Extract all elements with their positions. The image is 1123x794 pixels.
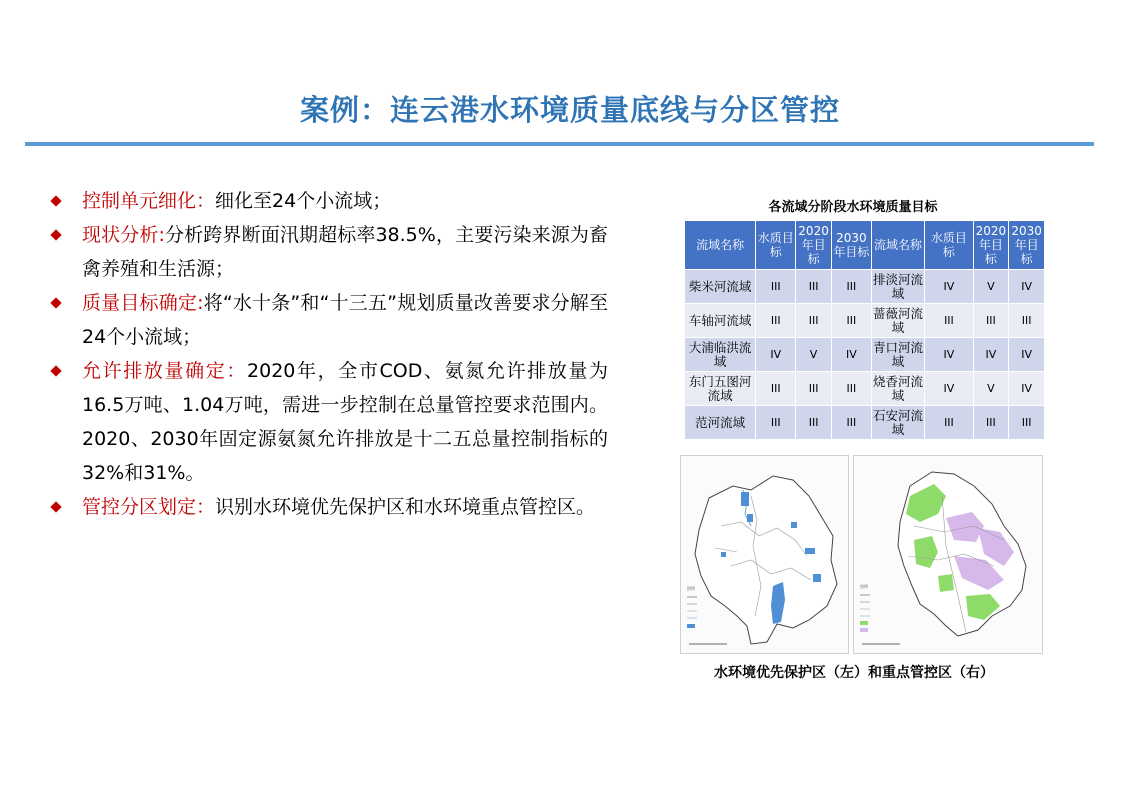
priority-zone-map-image bbox=[681, 456, 848, 653]
bullet-item-control-units bbox=[48, 184, 608, 218]
table-cell: III bbox=[756, 270, 796, 304]
city-boundary-outline bbox=[695, 476, 837, 644]
table-cell: III bbox=[1009, 304, 1045, 338]
table-cell: III bbox=[756, 406, 796, 440]
priority-zone-patch bbox=[741, 492, 749, 506]
table-row bbox=[685, 372, 1045, 406]
key-control-zone-map bbox=[853, 455, 1043, 654]
bullet-item-zoning bbox=[48, 490, 608, 524]
table-cell: 柴米河流域 bbox=[685, 270, 756, 304]
header-2020-target: 2020年目标 bbox=[973, 221, 1009, 270]
table-cell: III bbox=[831, 406, 871, 440]
bullet-label: 允许排放量确定 bbox=[82, 360, 227, 382]
table-cell: III bbox=[756, 304, 796, 338]
control-zone-green bbox=[938, 574, 954, 592]
bullet-label: 现状分析 bbox=[82, 224, 159, 246]
table-cell: III bbox=[831, 304, 871, 338]
header-2030-target: 2030年目标 bbox=[831, 221, 871, 270]
table-cell: IV bbox=[925, 270, 973, 304]
header-quality-target: 水质目标 bbox=[925, 221, 973, 270]
bullet-label: 质量目标确定 bbox=[82, 292, 198, 314]
legend-title: 图例 bbox=[687, 586, 695, 591]
table-cell: 大浦临洪流域 bbox=[685, 338, 756, 372]
table-cell: IV bbox=[973, 338, 1009, 372]
table-header-row bbox=[685, 221, 1045, 270]
map-legend bbox=[687, 585, 697, 628]
priority-zone-patch bbox=[813, 574, 821, 582]
table-cell: 排淡河流域 bbox=[871, 270, 925, 304]
map-legend bbox=[860, 583, 870, 632]
table-cell: IV bbox=[1009, 270, 1045, 304]
priority-zone-patch bbox=[747, 514, 753, 522]
diamond-bullet-icon bbox=[50, 195, 61, 206]
diamond-bullet-icon bbox=[50, 229, 61, 240]
bullet-item-allowed-emission bbox=[48, 354, 608, 490]
priority-zone-patch bbox=[721, 552, 726, 557]
map-caption: 水环境优先保护区（左）和重点管控区（右） bbox=[714, 665, 994, 681]
diamond-bullet-icon bbox=[50, 501, 61, 512]
bullet-item-quality-target bbox=[48, 286, 608, 354]
table-caption: 各流域分阶段水环境质量目标 bbox=[768, 200, 938, 215]
table-cell: III bbox=[1009, 406, 1045, 440]
table-cell: 石安河流域 bbox=[871, 406, 925, 440]
table-cell: III bbox=[831, 270, 871, 304]
table-row bbox=[685, 338, 1045, 372]
table-cell: 东门五图河流域 bbox=[685, 372, 756, 406]
water-quality-target-table bbox=[684, 220, 1045, 440]
table-cell: V bbox=[796, 338, 832, 372]
header-basin-name: 流域名称 bbox=[871, 221, 925, 270]
header-2020-target: 2020年目标 bbox=[796, 221, 832, 270]
table-cell: III bbox=[831, 372, 871, 406]
diamond-bullet-icon bbox=[50, 365, 61, 376]
bullet-text: 细化至24个小流域； bbox=[215, 190, 392, 212]
table-cell: V bbox=[973, 372, 1009, 406]
table-cell: IV bbox=[831, 338, 871, 372]
control-zone-map-image bbox=[854, 456, 1042, 653]
bullet-label: 控制单元细化 bbox=[82, 190, 197, 212]
table-cell: V bbox=[973, 270, 1009, 304]
bullet-text: 2020年，全市COD、氨氮允许排放量为16.5万吨、1.04万吨，需进一步控制在总量管控要求范围内。2020、2030年固定源氨氮允许排放是十二五总量控制指标的32%和31%。 bbox=[82, 360, 608, 484]
table-cell: IV bbox=[925, 338, 973, 372]
bullet-separator: : bbox=[197, 292, 204, 314]
bullet-text: 将“水十条”和“十三五”规划质量改善要求分解至24个小流域； bbox=[82, 292, 608, 348]
table-cell: III bbox=[796, 372, 832, 406]
table-row bbox=[685, 304, 1045, 338]
priority-zone-patch bbox=[805, 548, 815, 554]
table-cell: III bbox=[756, 372, 796, 406]
table-row bbox=[685, 270, 1045, 304]
table-cell: III bbox=[796, 270, 832, 304]
header-basin-name: 流域名称 bbox=[685, 221, 756, 270]
priority-protection-zone-map bbox=[680, 455, 849, 654]
bullet-separator: : bbox=[158, 224, 165, 246]
header-quality-target: 水质目标 bbox=[756, 221, 796, 270]
table-cell: IV bbox=[1009, 338, 1045, 372]
table-cell: III bbox=[925, 406, 973, 440]
title-divider bbox=[25, 142, 1094, 146]
bullet-separator: ： bbox=[196, 496, 216, 518]
table-cell: III bbox=[796, 406, 832, 440]
table-cell: 烧香河流域 bbox=[871, 372, 925, 406]
bullet-item-status-analysis bbox=[48, 218, 608, 286]
bullet-list bbox=[48, 184, 608, 524]
table-row bbox=[685, 406, 1045, 440]
header-2030-target: 2030年目标 bbox=[1009, 221, 1045, 270]
table-cell: III bbox=[796, 304, 832, 338]
table-cell: IV bbox=[1009, 372, 1045, 406]
table-cell: III bbox=[973, 304, 1009, 338]
table-cell: 蔷薇河流域 bbox=[871, 304, 925, 338]
table-cell: III bbox=[925, 304, 973, 338]
bullet-separator: ： bbox=[226, 360, 248, 382]
bullet-separator: ： bbox=[196, 190, 216, 212]
table-cell: 青口河流域 bbox=[871, 338, 925, 372]
diamond-bullet-icon bbox=[50, 297, 61, 308]
table-cell: III bbox=[973, 406, 1009, 440]
table-cell: IV bbox=[756, 338, 796, 372]
table-cell: IV bbox=[925, 372, 973, 406]
bullet-text: 分析跨界断面汛期超标率38.5%，主要污染来源为畜禽养殖和生活源； bbox=[82, 224, 608, 280]
bullet-label: 管控分区划定 bbox=[82, 496, 197, 518]
legend-title: 图例 bbox=[860, 584, 868, 589]
table-cell: 范河流域 bbox=[685, 406, 756, 440]
page-title: 案例：连云港水环境质量底线与分区管控 bbox=[299, 93, 840, 127]
table-cell: 车轴河流域 bbox=[685, 304, 756, 338]
bullet-text: 识别水环境优先保护区和水环境重点管控区。 bbox=[215, 496, 596, 518]
priority-zone-patch bbox=[791, 522, 797, 528]
